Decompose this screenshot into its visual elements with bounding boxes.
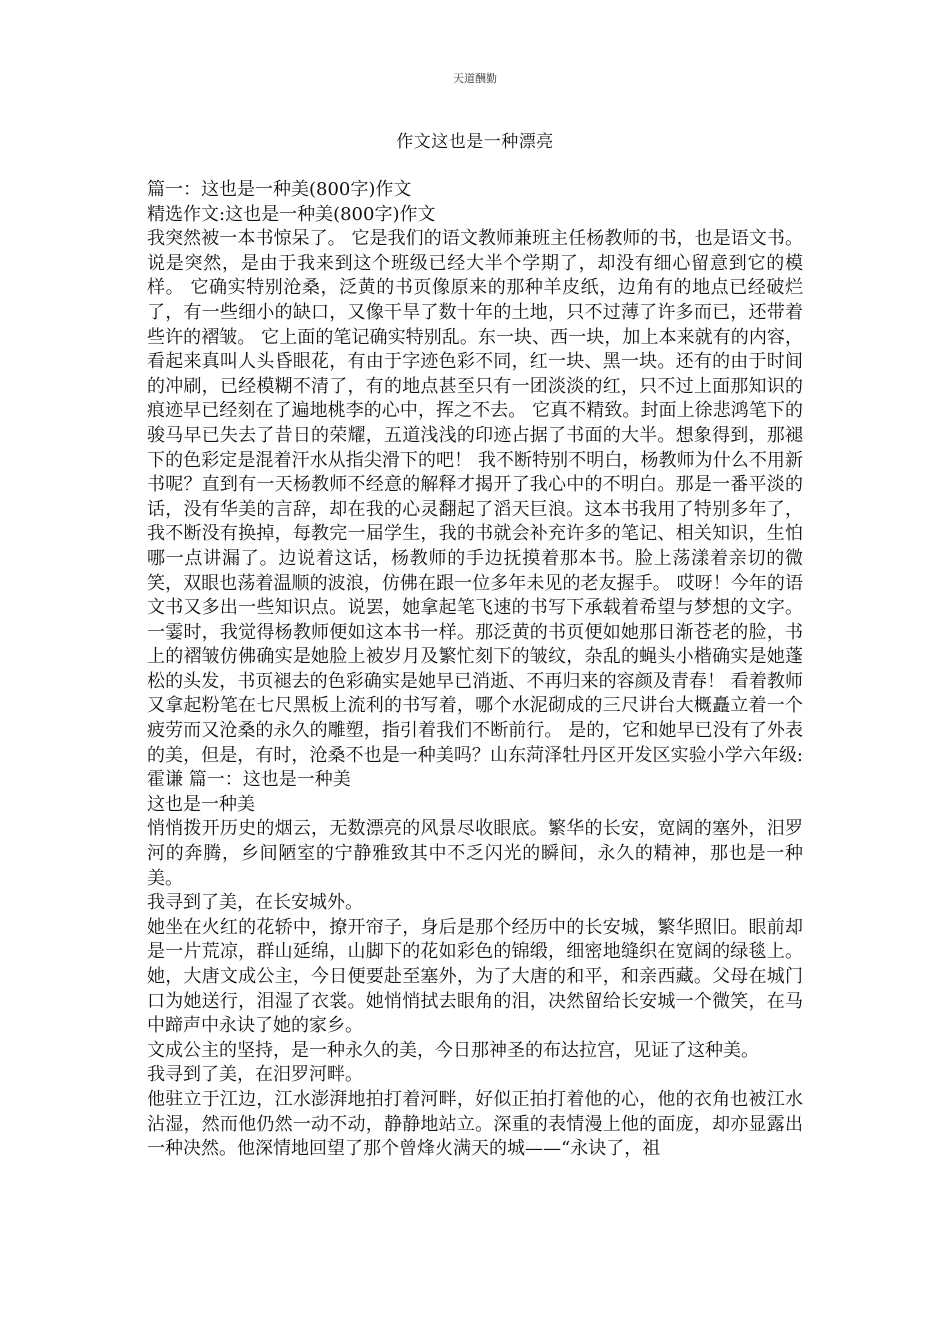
paragraph: 我寻到了美，在长安城外。 [147, 892, 363, 914]
page-header: 天道酬勤 [453, 72, 497, 85]
paragraph: 篇一：这也是一种美(800字)作文 [147, 179, 412, 200]
paragraph: 文成公主的坚持，是一种永久的美，今日那神圣的布达拉宫，见证了这种美。 [147, 1039, 759, 1061]
paragraph: 我突然被一本书惊呆了。 它是我们的语文教师兼班主任杨教师的书，也是语文书。 说是突然，是由于我来到这个班级已经大半个学期了，却没有细心留意到它的模样。 它确实特别沧桑，泛黄的书页像原来的那种羊皮纸，边角有的地点已经破烂了，有一些细小的缺口，又像干旱了数十年的土地，只不过薄了许多而已，还带着些许的褶皱。 它上面的笔记确实特别乱。东一块、西一块，加上本来就有的内容，看起来真叫人头昏眼花，有由于字迹色彩不同，红一块、黑一块。还有的由于时间的冲刷，已经模糊不清了，有的地点甚至只有一团淡淡的红，只不过上面那知识的痕迹早已经刻在了遍地桃李的心中，挥之不去。 它真不精致。封面上徐悲鸿笔下的骏马早已失去了昔日的荣耀，五道浅浅的印迹占据了书面的大半。想象得到，那褪下的色彩定是混着汗水从指尖滑下的吧！ 我不断特别不明白，杨教师为什么不用新书呢？直到有一天杨教师不经意的解释才揭开了我心中的不明白。那是一番平淡的话，没有华美的言辞，却在我的心灵翻起了滔天巨浪。这本书我用了特别多年了，我不断没有换掉，每教完一届学生，我的书就会补充许多的笔记、相关知识，生怕哪一点讲漏了。边说着这话，杨教师的手边抚摸着那本书。脸上荡漾着亲切的微笑，双眼也荡着温顺的波浪，仿佛在跟一位多年未见的老友握手。 哎呀！今年的语文书又多出一些知识点。说罢，她拿起笔飞速的书写下承载着希望与梦想的文字。 一霎时，我觉得杨教师便如这本书一样。那泛黄的书页便如她那日渐苍老的脸，书上的褶皱仿佛确实是她脸上被岁月及繁忙刻下的皱纹，杂乱的蝇头小楷确实是她蓬松的头发，书页褪去的色彩确实是她早已消逝、不再归来的容颜及青春！ 看着教师又拿起粉笔在七尺黑板上流利的书写着，哪个水泥砌成的三尺讲台大概矗立着一个疲劳而又沧桑的永久的雕塑，指引着我们不断前行。 是的，它和她早已没有了外表的美，但是，有时，沧桑不也是一种美吗？山东菏泽牡丹区开发区实验小学六年级:霍谦 篇一：这也是一种美 [147, 228, 803, 791]
paragraph: 这也是一种美 [147, 793, 255, 815]
paragraph: 她坐在火红的花轿中，撩开帘子，身后是那个经历中的长安城，繁华照旧。眼前却是一片荒凉，群山延绵，山脚下的花如彩色的锦缎，细密地缝织在宽阔的绿毯上。她，大唐文成公主，今日便要赴至塞外，为了大唐的和平，和亲西藏。父母在城门口为她送行，泪湿了衣裳。她悄悄拭去眼角的泪，决然留给长安城一个微笑，在马中蹄声中永诀了她的家乡。 [147, 916, 803, 1037]
document-title: 作文这也是一种漂亮 [396, 132, 554, 152]
paragraph: 他驻立于江边，江水澎湃地拍打着河畔，好似正拍打着他的心，他的衣角也被江水沾湿，然而他仍然一动不动，静静地站立。深重的表情漫上他的面庞，却亦显露出一种决然。他深情地回望了那个曾烽火满天的城——“永诀了，祖 [147, 1088, 803, 1160]
document-body [147, 178, 803, 1162]
paragraph: 我寻到了美，在汨罗河畔。 [147, 1064, 363, 1086]
paragraph: 精选作文:这也是一种美(800字)作文 [147, 203, 436, 225]
paragraph: 悄悄拨开历史的烟云，无数漂亮的风景尽收眼底。繁华的长安，宽阔的塞外，汨罗河的奔腾，乡间陋室的宁静雅致其中不乏闪光的瞬间，永久的精神，那也是一种美。 [147, 818, 803, 889]
